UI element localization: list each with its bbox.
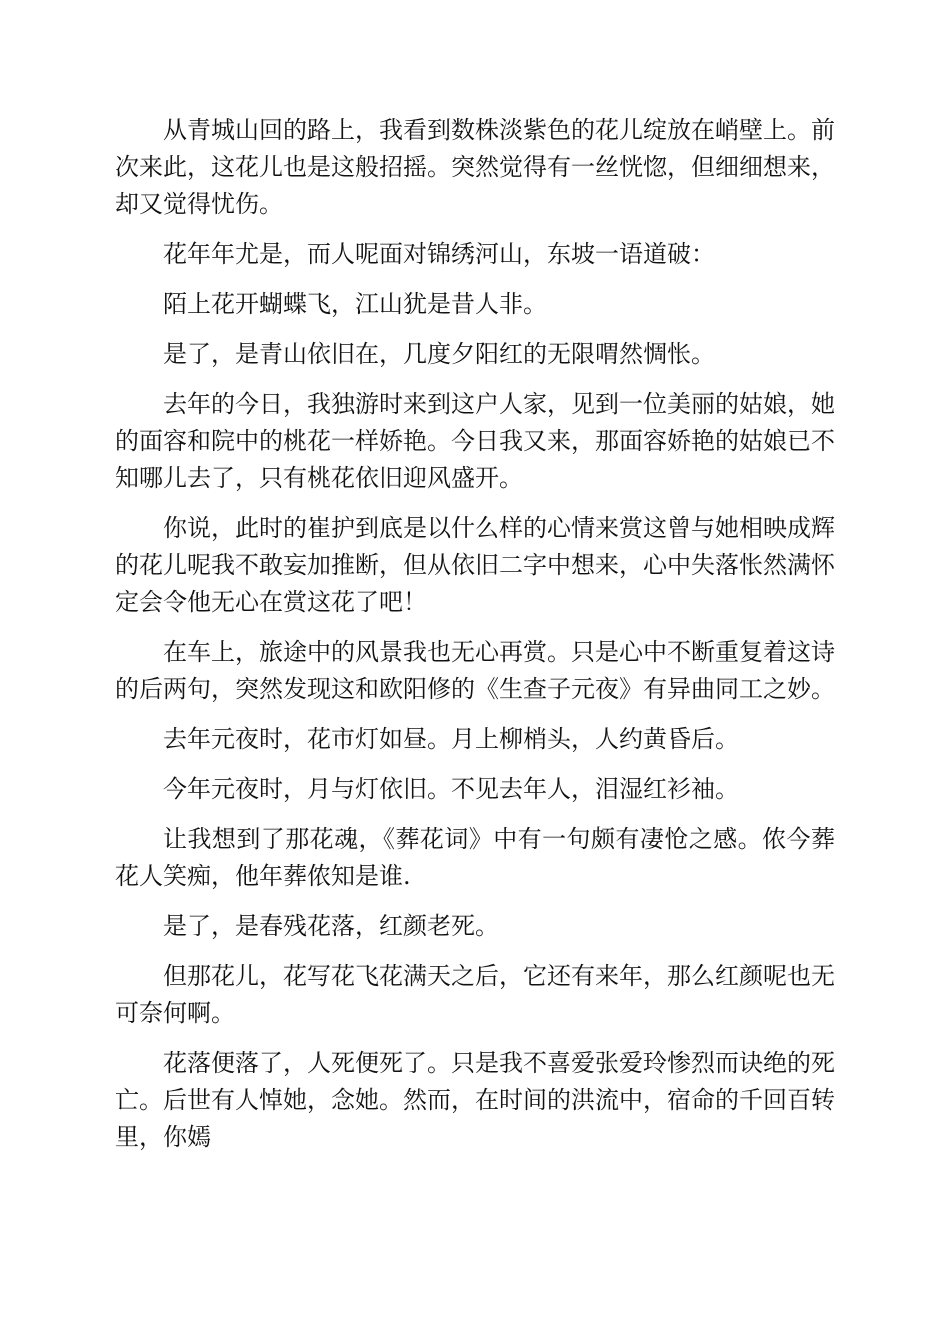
paragraph-2: 花年年尤是，而人呢面对锦绣河山，东坡一语道破： xyxy=(163,240,715,268)
paragraph-3: 陌上花开蝴蝶飞，江山犹是昔人非。 xyxy=(163,290,547,318)
paragraph-10: 让我想到了那花魂，《葬花词》中有一句颇有凄怆之感。侬今葬花人笑痴，他年葬侬知是谁. xyxy=(115,825,835,890)
paragraph-13: 花落便落了，人死便死了。只是我不喜爱张爱玲惨烈而诀绝的死亡。后世有人悼她，念她。然而，在时间的洪流中，宿命的千回百转里，你嫣 xyxy=(115,1049,835,1151)
paragraph-12: 但那花儿，花写花飞花满天之后，它还有来年，那么红颜呢也无可奈何啊。 xyxy=(115,962,835,1027)
paragraph-1: 从青城山回的路上，我看到数株淡紫色的花儿绽放在峭壁上。前次来此，这花儿也是这般招摇。突然觉得有一丝恍惚，但细细想来，却又觉得忧伤。 xyxy=(115,116,835,218)
document-body xyxy=(115,112,835,1169)
paragraph-6: 你说，此时的崔护到底是以什么样的心情来赏这曾与她相映成辉的花儿呢我不敢妄加推断，但从依旧二字中想来，心中失落怅然满怀定会令他无心在赏这花了吧！ xyxy=(115,514,835,616)
paragraph-11: 是了，是春残花落，红颜老死。 xyxy=(163,912,499,940)
paragraph-8: 去年元夜时，花市灯如昼。月上柳梢头，人约黄昏后。 xyxy=(163,725,739,753)
paragraph-5: 去年的今日，我独游时来到这户人家，见到一位美丽的姑娘，她的面容和院中的桃花一样娇艳。今日我又来，那面容娇艳的姑娘已不知哪儿去了，只有桃花依旧迎风盛开。 xyxy=(115,390,835,492)
paragraph-4: 是了，是青山依旧在，几度夕阳红的无限喟然惆怅。 xyxy=(163,340,715,368)
paragraph-9: 今年元夜时，月与灯依旧。不见去年人，泪湿红衫袖。 xyxy=(163,775,739,803)
paragraph-7: 在车上，旅途中的风景我也无心再赏。只是心中不断重复着这诗的后两句，突然发现这和欧阳修的《生查子元夜》有异曲同工之妙。 xyxy=(115,638,835,703)
